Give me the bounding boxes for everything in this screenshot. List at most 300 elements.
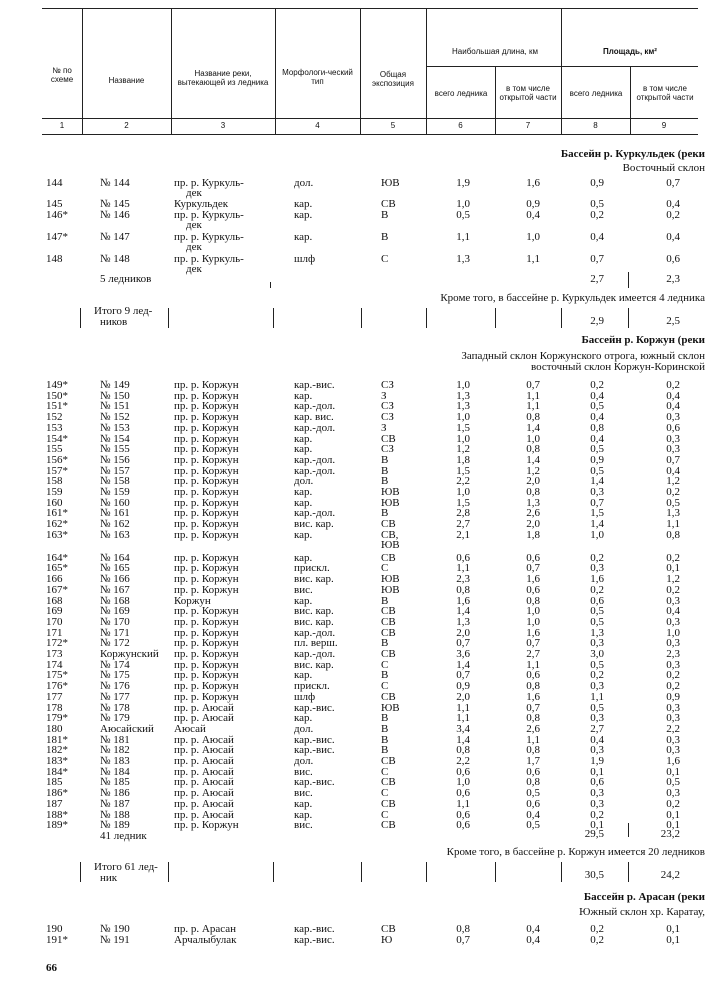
length-total: 1,4 <box>456 658 470 671</box>
col-index: 9 <box>661 121 667 130</box>
length-total: 1,1 <box>456 797 470 810</box>
morph-type: шлф <box>294 690 316 703</box>
glacier-name: № 150 <box>100 389 130 402</box>
exposition: СВ <box>381 819 396 832</box>
area-total: 0,3 <box>590 787 604 800</box>
glacier-name: № 174 <box>100 658 130 671</box>
length-total: 2,2 <box>456 475 470 488</box>
exposition: ЮВ <box>381 486 400 498</box>
length-total: 1,1 <box>456 712 470 725</box>
river-name: пр. р. Коржун <box>174 669 239 682</box>
length-open: 0,6 <box>526 551 540 564</box>
row-number: 187 <box>46 797 63 810</box>
row-number: 165* <box>46 562 68 575</box>
exposition: ЮВ <box>381 177 400 189</box>
area-open: 0,2 <box>666 551 680 564</box>
length-total: 1,8 <box>456 453 470 466</box>
glacier-name: № 181 <box>100 733 130 746</box>
river-name: пр. р. Аюсай <box>174 776 234 789</box>
length-open: 0,6 <box>526 797 540 810</box>
exposition: З <box>381 389 387 402</box>
morph-type: кар. <box>294 594 313 607</box>
length-open: 0,8 <box>526 411 540 424</box>
length-total: 1,4 <box>456 733 470 746</box>
area-total: 0,5 <box>590 400 604 413</box>
area-total: 0,9 <box>590 453 604 466</box>
row-number: 153 <box>46 421 63 434</box>
length-open: 2,7 <box>526 648 540 660</box>
row-number: 144 <box>46 177 63 189</box>
length-total: 0,7 <box>456 637 470 650</box>
area-total: 0,5 <box>590 701 604 714</box>
area-open: 1,3 <box>666 507 680 520</box>
row-number: 180 <box>46 722 63 735</box>
row-number: 163* <box>46 528 68 541</box>
morph-type: вис. <box>294 787 313 800</box>
area-total: 1,0 <box>590 528 604 541</box>
river-name: пр. р. Коржун <box>174 615 239 628</box>
length-total: 1,3 <box>456 389 470 402</box>
area-total: 3,0 <box>590 648 604 660</box>
area-open: 0,2 <box>666 680 680 693</box>
glacier-name: № 144 <box>100 177 130 189</box>
exposition: В <box>381 453 389 466</box>
morph-type: кар.-дол. <box>294 648 336 660</box>
river-name: пр. р. Коржун <box>174 453 239 466</box>
row-number: 166 <box>46 573 63 586</box>
morph-type: кар. <box>294 712 313 725</box>
section-title-kurkuldek: Бассейн р. Куркульдек (реки <box>560 148 705 160</box>
area-total: 0,3 <box>590 797 604 810</box>
area-open: 0,2 <box>666 669 680 682</box>
row-number: 189* <box>46 819 68 832</box>
river-name: пр. р. Коржун <box>174 432 239 445</box>
morph-type: кар. <box>294 432 313 445</box>
area-open: 0,2 <box>666 797 680 810</box>
glacier-name: № 170 <box>100 615 130 628</box>
length-open: 1,0 <box>526 605 540 618</box>
length-open: 0,8 <box>526 680 540 693</box>
river-name: пр. р. Коржун <box>174 443 239 456</box>
river-name: пр. р. Аюсай <box>174 808 234 821</box>
row-number: 171 <box>46 626 63 639</box>
glacier-name: № 177 <box>100 690 130 703</box>
area-total: 0,1 <box>590 819 604 832</box>
length-open: 1,6 <box>526 626 540 639</box>
morph-type: кар.-дол. <box>294 507 336 520</box>
morph-type: кар.-вис. <box>294 923 335 935</box>
area-total: 1,4 <box>590 518 604 531</box>
area-open: 0,3 <box>666 733 680 746</box>
area-open: 0,1 <box>666 819 680 832</box>
morph-type: кар. <box>294 443 313 456</box>
length-total: 1,0 <box>456 198 470 210</box>
morph-type: кар. <box>294 808 313 821</box>
river-name: пр. р. Куркуль- <box>174 177 244 189</box>
river-name: пр. р. Коржун <box>174 400 239 413</box>
area-group-header: Площадь, км² <box>603 46 657 56</box>
area-total: 0,2 <box>590 669 604 682</box>
row-number: 186* <box>46 787 68 800</box>
exposition: З <box>381 421 387 434</box>
area-total: 1,5 <box>590 507 604 520</box>
subtotal-area: 29,5 <box>584 828 604 840</box>
row-number: 147* <box>46 231 68 243</box>
length-total: 1,0 <box>456 411 470 424</box>
area-open: 0,3 <box>666 443 680 456</box>
area-open: 0,1 <box>666 562 680 575</box>
river-name: пр. р. Коржун <box>174 658 239 671</box>
row-number: 155 <box>46 443 63 456</box>
row-number: 178 <box>46 701 63 714</box>
area-total: 0,3 <box>590 712 604 725</box>
area-open: 0,3 <box>666 637 680 650</box>
river-name: Арчалыбулак <box>174 934 237 946</box>
river-name: пр. р. Коржун <box>174 551 239 564</box>
area-total: 0,2 <box>590 583 604 596</box>
exposition: В <box>381 231 389 243</box>
morph-type: кар. <box>294 486 313 498</box>
col-length-total-header: всего ледника <box>434 88 488 98</box>
area-total: 0,3 <box>590 680 604 693</box>
glacier-name: № 189 <box>100 819 130 832</box>
length-total: 1,0 <box>456 486 470 498</box>
row-number: 149* <box>46 379 68 391</box>
length-open: 1,6 <box>526 690 540 703</box>
length-total: 1,3 <box>456 400 470 413</box>
morph-type: кар. <box>294 231 313 243</box>
exposition: СВ <box>381 551 396 564</box>
row-number: 174 <box>46 658 63 671</box>
exposition: СВ <box>381 755 396 767</box>
morph-type: кар.-вис. <box>294 701 335 714</box>
col-type-header: Морфологи-ческий тип <box>282 68 353 86</box>
area-open: 0,1 <box>666 765 680 778</box>
exposition: С <box>381 787 389 800</box>
length-total: 1,0 <box>456 432 470 445</box>
area-open: 1,2 <box>666 475 680 488</box>
area-total: 1,4 <box>590 475 604 488</box>
river-name: пр. р. Коржун <box>174 562 239 575</box>
morph-type: кар. <box>294 496 313 509</box>
area-total: 1,1 <box>590 690 604 703</box>
row-number: 158 <box>46 475 63 488</box>
exposition: СВ <box>381 648 396 660</box>
section-title-korzhun: Бассейн р. Коржун (реки <box>581 334 705 346</box>
col-index: 8 <box>593 121 598 130</box>
exposition: С <box>381 658 389 671</box>
length-total: 1,6 <box>456 594 470 607</box>
area-open: 0,3 <box>666 594 680 607</box>
glacier-name: № 149 <box>100 379 130 391</box>
area-open: 0,1 <box>666 923 680 935</box>
length-open: 1,0 <box>526 432 540 445</box>
row-number: 157* <box>46 464 68 477</box>
area-total: 2,7 <box>590 722 604 735</box>
river-name: пр. р. Коржун <box>174 496 239 509</box>
exposition: СВ <box>381 776 396 789</box>
river-name: пр. р. Аюсай <box>174 787 234 800</box>
morph-type: вис. <box>294 819 313 832</box>
col-number-header: № по схеме <box>50 66 74 84</box>
length-open: 0,8 <box>526 712 540 725</box>
exposition: В <box>381 475 389 488</box>
morph-type: прискл. <box>294 562 330 575</box>
length-open: 0,8 <box>526 594 540 607</box>
length-total: 0,6 <box>456 819 470 832</box>
morph-type: вис. <box>294 583 313 596</box>
area-open: 0,4 <box>666 198 680 210</box>
river-name: пр. р. Коржун <box>174 379 239 391</box>
glacier-name: № 184 <box>100 765 130 778</box>
area-total: 0,8 <box>590 421 604 434</box>
river-name: пр. р. Коржун <box>174 648 239 660</box>
morph-type: кар. <box>294 198 313 210</box>
length-open: 1,6 <box>526 177 540 189</box>
glacier-name: № 164 <box>100 551 130 564</box>
area-open: 0,3 <box>666 615 680 628</box>
river-name: пр. р. Коржун <box>174 464 239 477</box>
morph-type: кар.-вис. <box>294 776 335 789</box>
morph-type: кар. <box>294 797 313 810</box>
length-open: 1,0 <box>526 615 540 628</box>
length-total: 1,2 <box>456 443 470 456</box>
col-index: 5 <box>390 121 396 130</box>
area-total: 0,7 <box>590 496 604 509</box>
exposition: СЗ <box>381 443 394 456</box>
length-open: 0,8 <box>526 776 540 789</box>
morph-type: вис. кар. <box>294 573 334 586</box>
area-open: 0,4 <box>666 231 680 243</box>
area-open: 2,2 <box>666 722 680 735</box>
glacier-name: № 182 <box>100 744 130 757</box>
area-total: 0,3 <box>590 744 604 757</box>
row-number: 182* <box>46 744 68 757</box>
length-open: 1,4 <box>526 453 540 466</box>
length-total: 2,0 <box>456 690 470 703</box>
river-name: пр. р. Куркуль- <box>174 253 244 265</box>
row-number: 146* <box>46 209 68 221</box>
morph-type: кар. вис. <box>294 411 334 424</box>
area-open: 0,3 <box>666 712 680 725</box>
exposition: СВ <box>381 615 396 628</box>
total-label: Итого 61 лед- <box>94 861 158 873</box>
area-open: 0,3 <box>666 658 680 671</box>
length-open: 0,5 <box>526 787 540 800</box>
length-group-header: Наибольшая длина, км <box>452 46 538 56</box>
exposition: СВ <box>381 432 396 445</box>
glacier-name: № 165 <box>100 562 130 575</box>
length-open: 0,8 <box>526 744 540 757</box>
glacier-name: № 163 <box>100 528 130 541</box>
length-total: 1,1 <box>456 231 470 243</box>
river-name: пр. р. Арасан <box>174 923 236 935</box>
glacier-name: № 169 <box>100 605 130 618</box>
exposition: ЮВ <box>381 573 400 586</box>
area-total: 0,3 <box>590 562 604 575</box>
kurkuldek-note: Кроме того, в бассейне р. Куркульдек имеется 4 ледника <box>440 292 705 304</box>
row-number: 179* <box>46 712 68 725</box>
glacier-name: № 167 <box>100 583 130 596</box>
length-total: 1,0 <box>456 776 470 789</box>
area-total: 0,2 <box>590 379 604 391</box>
length-total: 1,1 <box>456 701 470 714</box>
area-total: 1,6 <box>590 573 604 586</box>
morph-type: кар.-дол. <box>294 421 336 434</box>
col-index: 6 <box>458 121 463 130</box>
river-name: пр. р. Коржун <box>174 421 239 434</box>
morph-type: шлф <box>294 253 316 265</box>
glacier-name: № 162 <box>100 518 130 531</box>
row-number: 154* <box>46 432 68 445</box>
exposition: В <box>381 722 389 735</box>
river-name: пр. р. Аюсай <box>174 744 234 757</box>
river-name: пр. р. Аюсай <box>174 755 234 767</box>
length-open: 0,4 <box>526 209 540 221</box>
total-label-cont: ников <box>100 316 128 328</box>
glacier-name: № 160 <box>100 496 130 509</box>
area-open: 0,9 <box>666 690 680 703</box>
col-exposition-header: Общая экспозиция <box>372 70 414 88</box>
area-open: 0,2 <box>666 486 680 498</box>
length-open: 0,7 <box>526 562 540 575</box>
exposition: ЮВ <box>381 701 400 714</box>
length-total: 1,1 <box>456 562 470 575</box>
length-open: 0,4 <box>526 923 540 935</box>
morph-type: кар.-дол. <box>294 400 336 413</box>
glacier-name: № 156 <box>100 453 130 466</box>
total-area-open: 24,2 <box>660 869 680 881</box>
river-name: пр. р. Коржун <box>174 411 239 424</box>
glacier-name: № 188 <box>100 808 130 821</box>
glacier-name: № 190 <box>100 923 130 935</box>
section-subtitle-kurkuldek: Восточный склон <box>622 162 705 174</box>
glacier-name: Коржунский <box>100 648 159 660</box>
river-name: пр. р. Коржун <box>174 605 239 618</box>
exposition: СВ <box>381 198 396 210</box>
morph-type: кар. <box>294 389 313 402</box>
page-number: 66 <box>46 962 57 974</box>
row-number: 184* <box>46 765 68 778</box>
morph-type: вис. кар. <box>294 518 334 531</box>
river-name: пр. р. Аюсай <box>174 765 234 778</box>
length-open: 2,0 <box>526 475 540 488</box>
area-total: 0,2 <box>590 209 604 221</box>
total-area: 2,9 <box>590 315 604 327</box>
morph-type: кар.-дол. <box>294 626 336 639</box>
col-index: 4 <box>315 121 320 130</box>
section-subtitle-korzhun-2: восточный склон Коржун-Коринской <box>530 361 705 373</box>
area-total: 0,5 <box>590 464 604 477</box>
korzhun-note: Кроме того, в бассейне р. Коржун имеется 20 ледников <box>446 846 705 858</box>
length-total: 2,3 <box>456 573 470 586</box>
exposition: СВ <box>381 626 396 639</box>
length-open: 1,0 <box>526 231 540 243</box>
morph-type: кар. <box>294 551 313 564</box>
glacier-name: № 158 <box>100 475 130 488</box>
length-total: 0,6 <box>456 551 470 564</box>
length-total: 2,8 <box>456 507 470 520</box>
area-total: 0,9 <box>590 177 604 189</box>
area-total: 0,4 <box>590 411 604 424</box>
area-open: 2,3 <box>666 648 680 660</box>
morph-type: вис. кар. <box>294 658 334 671</box>
col-river-header: Название реки, вытекающей из ледника <box>177 69 269 87</box>
length-total: 0,5 <box>456 209 470 221</box>
row-number: 168 <box>46 594 63 607</box>
glacier-name: № 159 <box>100 486 130 498</box>
exposition: В <box>381 669 389 682</box>
area-open: 0,4 <box>666 400 680 413</box>
river-name: пр. р. Коржун <box>174 528 239 541</box>
area-total: 0,2 <box>590 808 604 821</box>
row-number: 175* <box>46 669 68 682</box>
glacier-name: № 183 <box>100 755 130 767</box>
row-number: 161* <box>46 507 68 520</box>
river-name: пр. р. Коржун <box>174 507 239 520</box>
subtotal-area-open: 2,3 <box>666 273 680 285</box>
length-total: 1,5 <box>456 464 470 477</box>
row-number: 162* <box>46 518 68 531</box>
river-name: пр. р. Коржун <box>174 637 239 650</box>
length-total: 1,0 <box>456 379 470 391</box>
morph-type: прискл. <box>294 680 330 693</box>
row-number: 181* <box>46 733 68 746</box>
glacier-name: № 186 <box>100 787 130 800</box>
length-open: 0,8 <box>526 486 540 498</box>
length-total: 1,4 <box>456 605 470 618</box>
river-name-cont: дек <box>186 241 202 253</box>
row-number: 172* <box>46 637 68 650</box>
area-total: 0,6 <box>590 594 604 607</box>
length-open: 1,2 <box>526 464 540 477</box>
area-total: 0,3 <box>590 637 604 650</box>
length-total: 3,4 <box>456 722 470 735</box>
exposition: СВ <box>381 797 396 810</box>
area-total: 1,9 <box>590 755 604 767</box>
length-open: 2,6 <box>526 507 540 520</box>
row-number: 183* <box>46 755 68 767</box>
exposition: СЗ <box>381 379 394 391</box>
subtotal-area: 2,7 <box>590 273 604 285</box>
exposition: СВ <box>381 605 396 618</box>
area-open: 0,7 <box>666 177 680 189</box>
area-total: 0,4 <box>590 389 604 402</box>
area-open: 0,4 <box>666 605 680 618</box>
col-area-total-header: всего ледника <box>569 88 623 98</box>
area-total: 0,5 <box>590 443 604 456</box>
section-title-arasan: Бассейн р. Арасан (реки <box>583 891 705 903</box>
row-number: 151* <box>46 400 68 413</box>
length-open: 1,8 <box>526 528 540 541</box>
row-number: 185 <box>46 776 63 789</box>
glacier-name: № 154 <box>100 432 130 445</box>
length-total: 0,6 <box>456 765 470 778</box>
area-open: 0,4 <box>666 389 680 402</box>
river-name: пр. р. Коржун <box>174 486 239 498</box>
length-total: 0,7 <box>456 934 470 946</box>
glacier-name: № 148 <box>100 253 130 265</box>
row-number: 191* <box>46 934 68 946</box>
length-open: 0,6 <box>526 669 540 682</box>
morph-type: дол. <box>294 475 314 488</box>
river-name-cont: дек <box>186 263 202 275</box>
area-open: 0,7 <box>666 453 680 466</box>
length-total: 2,0 <box>456 626 470 639</box>
exposition: С <box>381 562 389 575</box>
exposition: В <box>381 712 389 725</box>
morph-type: кар. <box>294 669 313 682</box>
